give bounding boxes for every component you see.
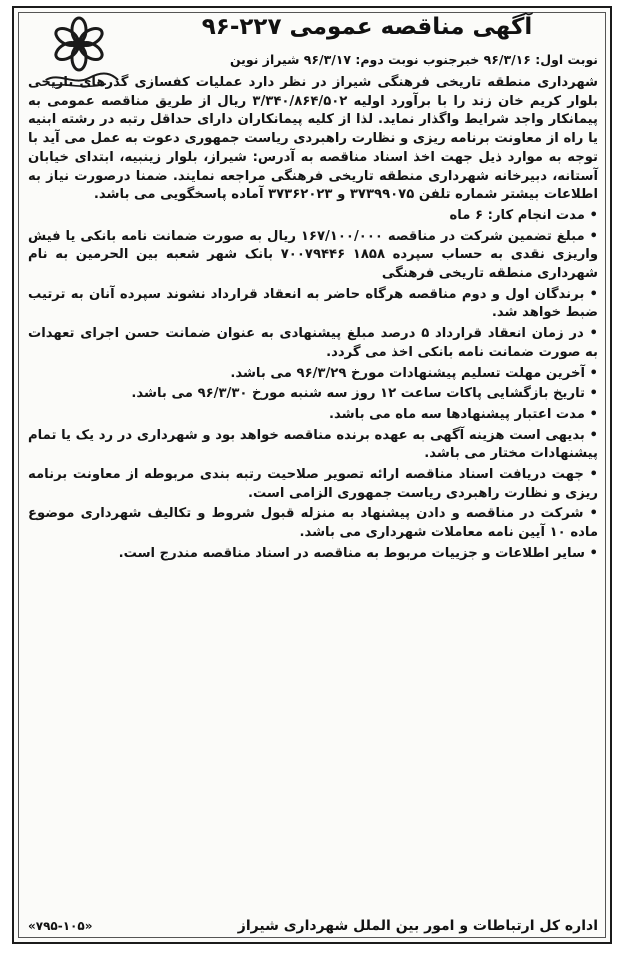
intro-paragraph: شهرداری منطقه تاریخی فرهنگی شیراز در نظر دارد عملیات کفسازی گذرهای تاریخی بلوار کریم خان زند را با برآورد اولیه ۳/۳۴۰/۸۶۴/۵۰۲ ریال از طریق مناقصه عمومی به پیمانکار واجد شرایط واگذار نماید. لذا از کلیه پیمانکاران دارای حداقل رتبه در رشته ابنیه یا راه از معاونت برنامه ریزی و نظارت راهبردی ریاست جمهوری دعوت به عمل می آید با توجه به موارد ذیل جهت اخذ اسناد مناقصه به آدرس: شیراز، بلوار زینبیه، ابتدای خیابان آستانه، دبیرخانه شهرداری منطقه تاریخی فرهنگی مراجعه نمایند. ضمنا درصورت نیاز به اطلاعات بیشتر شماره تلفن ۳۷۳۹۹۰۷۵ و ۳۷۳۶۲۰۲۳ آماده پاسخگویی می باشد. [28, 75, 598, 203]
condition-item: • مبلغ تضمین شرکت در مناقصه ۱۶۷/۱۰۰/۰۰۰ ریال به صورت ضمانت نامه بانکی یا فیش واریزی نقدی به حساب سپرده ۱۸۵۸ ۷۰۰۷۹۴۴۶ بانک شهر شعبه بین الحرمین به نام شهرداری منطقه تاریخی فرهنگی [28, 228, 598, 284]
issuing-organization: اداره کل ارتباطات و امور بین الملل شهرداری شیراز [237, 918, 598, 934]
tender-notice [12, 6, 612, 944]
condition-item: • تاریخ بازگشایی پاکات ساعت ۱۲ روز سه شنبه مورخ ۹۶/۳/۳۰ می باشد. [28, 385, 598, 404]
condition-item: • شرکت در مناقصه و دادن پیشنهاد به منزله قبول شروط و تکالیف شهرداری موضوع ماده ۱۰ آیین نامه معاملات شهرداری می باشد. [28, 505, 598, 542]
condition-item: • سایر اطلاعات و جزییات مربوط به مناقصه در اسناد مناقصه مندرج است. [28, 545, 598, 564]
notice-title: آگهی مناقصه عمومی ۲۲۷-۹۶ [201, 14, 533, 40]
condition-item: • مدت انجام کار: ۶ ماه [28, 207, 598, 226]
notice-code: «۷۹۵-۱۰۵» [28, 919, 93, 933]
condition-item: • آخرین مهلت تسلیم پیشنهادات مورخ ۹۶/۳/۲۹ می باشد. [28, 365, 598, 384]
condition-item: • جهت دریافت اسناد مناقصه ارائه تصویر صلاحیت رتبه بندی مربوطه از معاونت برنامه ریزی و نظارت راهبردی ریاست جمهوری الزامی است. [28, 466, 598, 503]
condition-item: • در زمان انعقاد قرارداد ۵ درصد مبلغ پیشنهادی به عنوان ضمانت حسن اجرای تعهدات به صورت ضمانت نامه بانکی اخذ می گردد. [28, 325, 598, 362]
condition-item: • بدیهی است هزینه آگهی به عهده برنده مناقصه خواهد بود و شهرداری در رد یک یا تمام پیشنهادات مختار می باشد. [28, 427, 598, 464]
notice-body [28, 74, 598, 566]
publication-dates: نوبت اول: ۹۶/۳/۱۶ خبرجنوب نوبت دوم: ۹۶/۳/۱۷ شیراز نوین [229, 52, 598, 67]
condition-item: • مدت اعتبار پیشنهادها سه ماه می باشد. [28, 406, 598, 425]
notice-footer [28, 918, 598, 934]
condition-item: • برندگان اول و دوم مناقصه هرگاه حاضر به انعقاد قرارداد نشوند سپرده آنان به ترتیب ضبط خواهد شد. [28, 286, 598, 323]
